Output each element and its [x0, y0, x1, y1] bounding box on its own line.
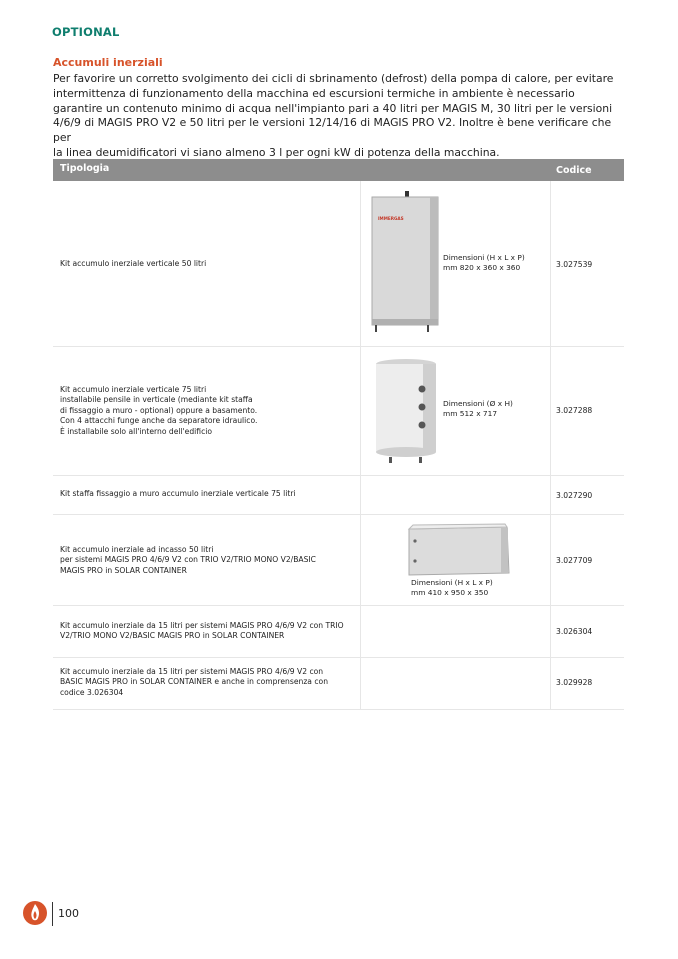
row-code: 3.027539 [556, 260, 593, 269]
table-row [53, 658, 624, 710]
row-description: Kit staffa fissaggio a muro accumulo inerziale verticale 75 litri [60, 489, 296, 498]
footer-separator [52, 902, 53, 926]
row-dimensions: Dimensioni (Ø x H) mm 512 x 717 [443, 399, 513, 419]
table-row [53, 347, 624, 476]
header-code: Codice [556, 165, 592, 176]
table-row [53, 476, 624, 515]
row-description: Kit accumulo inerziale verticale 75 litri installabile pensile in verticale (mediante kit staffa di fissaggio a muro - optional) oppure a basamento. Con 4 attacchi funge anche da separatore idraulico. È installabile solo all'interno dell'edificio [60, 385, 258, 436]
header-type: Tipologia [60, 163, 110, 174]
row-image-cell [360, 347, 551, 475]
page-number: 100 [58, 907, 79, 920]
tank-recessed-image [405, 523, 515, 578]
table-header [53, 159, 624, 181]
section-label: OPTIONAL [52, 25, 120, 39]
row-image-cell [360, 515, 551, 605]
brand-logo: IMMERGAS [378, 216, 404, 221]
table-row [53, 515, 624, 606]
row-image-cell [360, 658, 551, 709]
row-dimensions: Dimensioni (H x L x P) mm 410 x 950 x 350 [411, 578, 493, 598]
section-heading: Accumuli inerziali [53, 56, 163, 69]
row-description: Kit accumulo inerziale ad incasso 50 litri per sistemi MAGIS PRO 4/6/9 V2 con TRIO V2/TRIO MONO V2/BASIC MAGIS PRO in SOLAR CONTAINER [60, 545, 316, 575]
tank-75l-image [369, 352, 444, 467]
brand-flame-icon [22, 898, 48, 928]
row-code: 3.027709 [556, 556, 593, 565]
row-description: Kit accumulo inerziale verticale 50 litri [60, 259, 207, 268]
row-image-cell [360, 476, 551, 514]
row-description: Kit accumulo inerziale da 15 litri per sistemi MAGIS PRO 4/6/9 V2 con BASIC MAGIS PRO in SOLAR CONTAINER e anche in comprensenza con codice 3.026304 [60, 667, 329, 697]
intro-paragraph: Per favorire un corretto svolgimento dei cicli di sbrinamento (defrost) della pompa di calore, per evitare intermittenza di funzionamento della macchina ed escursioni termiche in ambiente è necessario garantire un contenuto minimo di acqua nell'impianto pari a 40 litri per MAGIS M, 30 litri per le versioni 4/6/9 di MAGIS PRO V2 e 50 litri per le versioni 12/14/16 di MAGIS PRO V2. Inoltre è bene verificare che per la linea deumidificatori vi siano almeno 3 l per ogni kW di potenza della macchina. [53, 72, 614, 159]
table-row [53, 181, 624, 347]
row-image-cell [360, 181, 551, 346]
row-code: 3.026304 [556, 627, 593, 636]
row-code: 3.027288 [556, 406, 593, 415]
row-dimensions: Dimensioni (H x L x P) mm 820 x 360 x 360 [443, 253, 525, 273]
row-code: 3.027290 [556, 491, 593, 500]
tank-50l-image [368, 191, 448, 336]
row-image-cell [360, 606, 551, 657]
products-table [53, 159, 624, 710]
table-row [53, 606, 624, 658]
row-code: 3.029928 [556, 678, 593, 687]
row-description: Kit accumulo inerziale da 15 litri per sistemi MAGIS PRO 4/6/9 V2 con TRIO V2/TRIO MONO V2/BASIC MAGIS PRO in SOLAR CONTAINER [60, 621, 344, 641]
